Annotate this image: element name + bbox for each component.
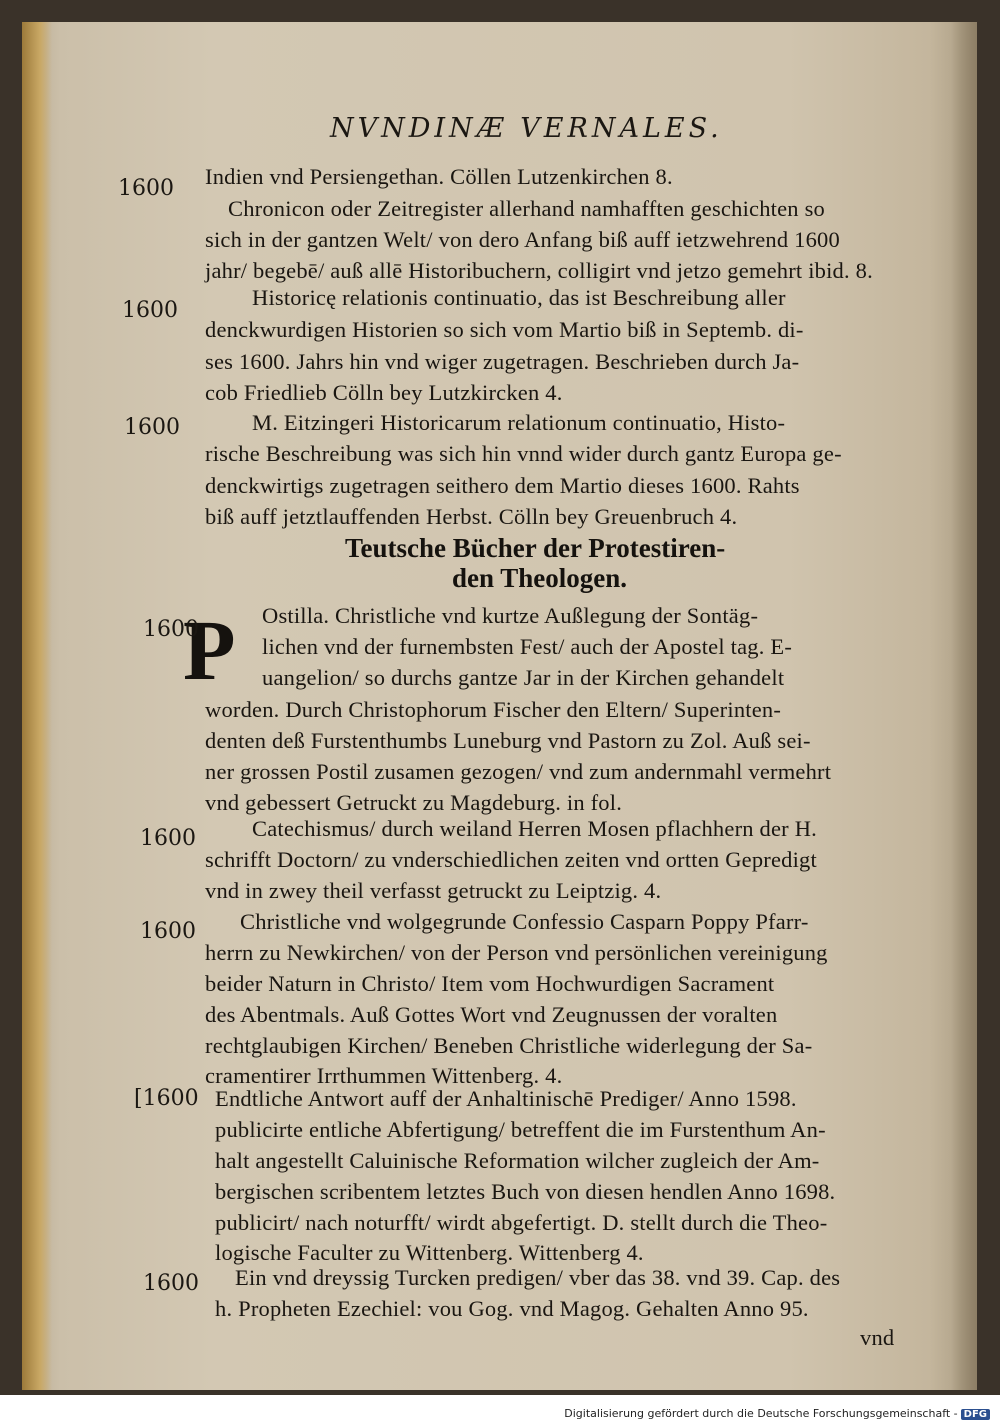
running-header: NVNDINÆ VERNALES.	[330, 113, 723, 144]
entry-line: Christliche vnd wolgegrunde Confessio Casparn Poppy Pfarr-	[240, 909, 809, 934]
entry-line: Chronicon oder Zeitregister allerhand namhafften geschichten so	[228, 196, 825, 221]
page-edge-shadow	[951, 22, 977, 1390]
entry-line: Indien vnd Persiengethan. Cöllen Lutzenkirchen 8.	[205, 164, 673, 189]
entry-line: Catechismus/ durch weiland Herren Mosen pflachhern der H.	[252, 816, 817, 841]
entry-line: Ostilla. Christliche vnd kurtze Außlegung der Sontäg-	[262, 603, 759, 628]
entry-line: des Abentmals. Auß Gottes Wort vnd Zeugnussen der voralten	[205, 1002, 778, 1027]
entry-line: vnd gebessert Getruckt zu Magdeburg. in fol.	[205, 790, 623, 815]
entry-line: Endtliche Antwort auff der Anhaltinischē Prediger/ Anno 1598.	[215, 1086, 797, 1111]
entry-line: bergischen scribentem letztes Buch von diesen hendlen Anno 1698.	[215, 1179, 836, 1204]
entry-line: sich in der gantzen Welt/ von dero Anfang biß auff ietzwehrend 1600	[205, 227, 840, 252]
entry-line: logische Faculter zu Wittenberg. Wittenberg 4.	[215, 1240, 644, 1265]
entry-year: 1600	[143, 617, 199, 642]
entry-line: beider Naturn in Christo/ Item vom Hochwurdigen Sacrament	[205, 971, 775, 996]
entry-year: [1600	[134, 1086, 199, 1111]
entry-line: biß auff jetztlauffenden Herbst. Cölln bey Greuenbruch 4.	[205, 504, 738, 529]
entry-line: ner grossen Postil zusamen gezogen/ vnd zum andernmahl vermehrt	[205, 759, 832, 784]
section-heading: den Theologen.	[452, 563, 628, 593]
entry-year: 1600	[122, 298, 178, 323]
entry-line: herrn zu Newkirchen/ von der Person vnd persönlichen vereinigung	[205, 940, 828, 965]
entry-line: cramentirer Irrthummen Wittenberg. 4.	[205, 1063, 563, 1088]
entry-line: uangelion/ so durchs gantze Jar in der Kirchen gehandelt	[262, 665, 785, 690]
entry-line: cob Friedlieb Cölln bey Lutzkircken 4.	[205, 380, 563, 405]
entry-line: rische Beschreibung was sich hin vnnd wider durch gantz Europa ge-	[205, 441, 842, 466]
entry-line: Historicę relationis continuatio, das ist Beschreibung aller	[252, 285, 786, 310]
digitization-credit	[564, 1407, 990, 1420]
entry-line: denckwurdigen Historien so sich vom Martio biß in Septemb. di-	[205, 317, 804, 342]
entry-line: vnd in zwey theil verfasst getruckt zu Leiptzig. 4.	[205, 878, 662, 903]
entry-line: rechtglaubigen Kirchen/ Beneben Christliche widerlegung der Sa-	[205, 1033, 813, 1058]
entry-line: worden. Durch Christophorum Fischer den Eltern/ Superinten-	[205, 697, 782, 722]
entry-line: halt angestellt Caluinische Reformation wilcher zugleich der Am-	[215, 1148, 820, 1173]
entry-line: schrifft Doctorn/ zu vnderschiedlichen zeiten vnd ortten Gepredigt	[205, 847, 817, 872]
section-heading: Teutsche Bücher der Protestiren-	[345, 533, 726, 563]
entry-line: ses 1600. Jahrs hin vnd wiger zugetragen. Beschrieben durch Ja-	[205, 349, 800, 374]
entry-line: h. Propheten Ezechiel: vou Gog. vnd Magog. Gehalten Anno 95.	[215, 1296, 809, 1321]
entry-line: lichen vnd der furnembsten Fest/ auch der Apostel tag. E-	[262, 634, 793, 659]
credit-text: Digitalisierung gefördert durch die Deutsche Forschungsgemeinschaft -	[564, 1407, 958, 1420]
catchword: vnd	[860, 1325, 895, 1350]
entry-line: M. Eitzingeri Historicarum relationum continuatio, Histo-	[252, 410, 786, 435]
entry-line: publicirte entliche Abfertigung/ betreffent die im Furstenthum An-	[215, 1117, 826, 1142]
dfg-logo: DFG	[961, 1409, 990, 1420]
entry-year: 1600	[118, 176, 174, 201]
entry-year: 1600	[140, 826, 196, 851]
entry-year: 1600	[143, 1271, 199, 1296]
entry-line: denten deß Furstenthumbs Luneburg vnd Pastorn zu Zol. Auß sei-	[205, 728, 811, 753]
entry-year: 1600	[124, 415, 180, 440]
entry-line: publicirt/ nach noturfft/ wirdt abgefertigt. D. stellt durch die Theo-	[215, 1210, 828, 1235]
entry-year: 1600	[140, 919, 196, 944]
entry-line: jahr/ begebē/ auß allē Historibuchern, colligirt vnd jetzo gemehrt ibid. 8.	[205, 258, 873, 283]
book-spine	[22, 22, 52, 1390]
decorated-initial: P	[183, 602, 236, 698]
entry-line: denckwirtigs zugetragen seithero dem Martio dieses 1600. Rahts	[205, 473, 800, 498]
entry-line: Ein vnd dreyssig Turcken predigen/ vber das 38. vnd 39. Cap. des	[235, 1265, 841, 1290]
